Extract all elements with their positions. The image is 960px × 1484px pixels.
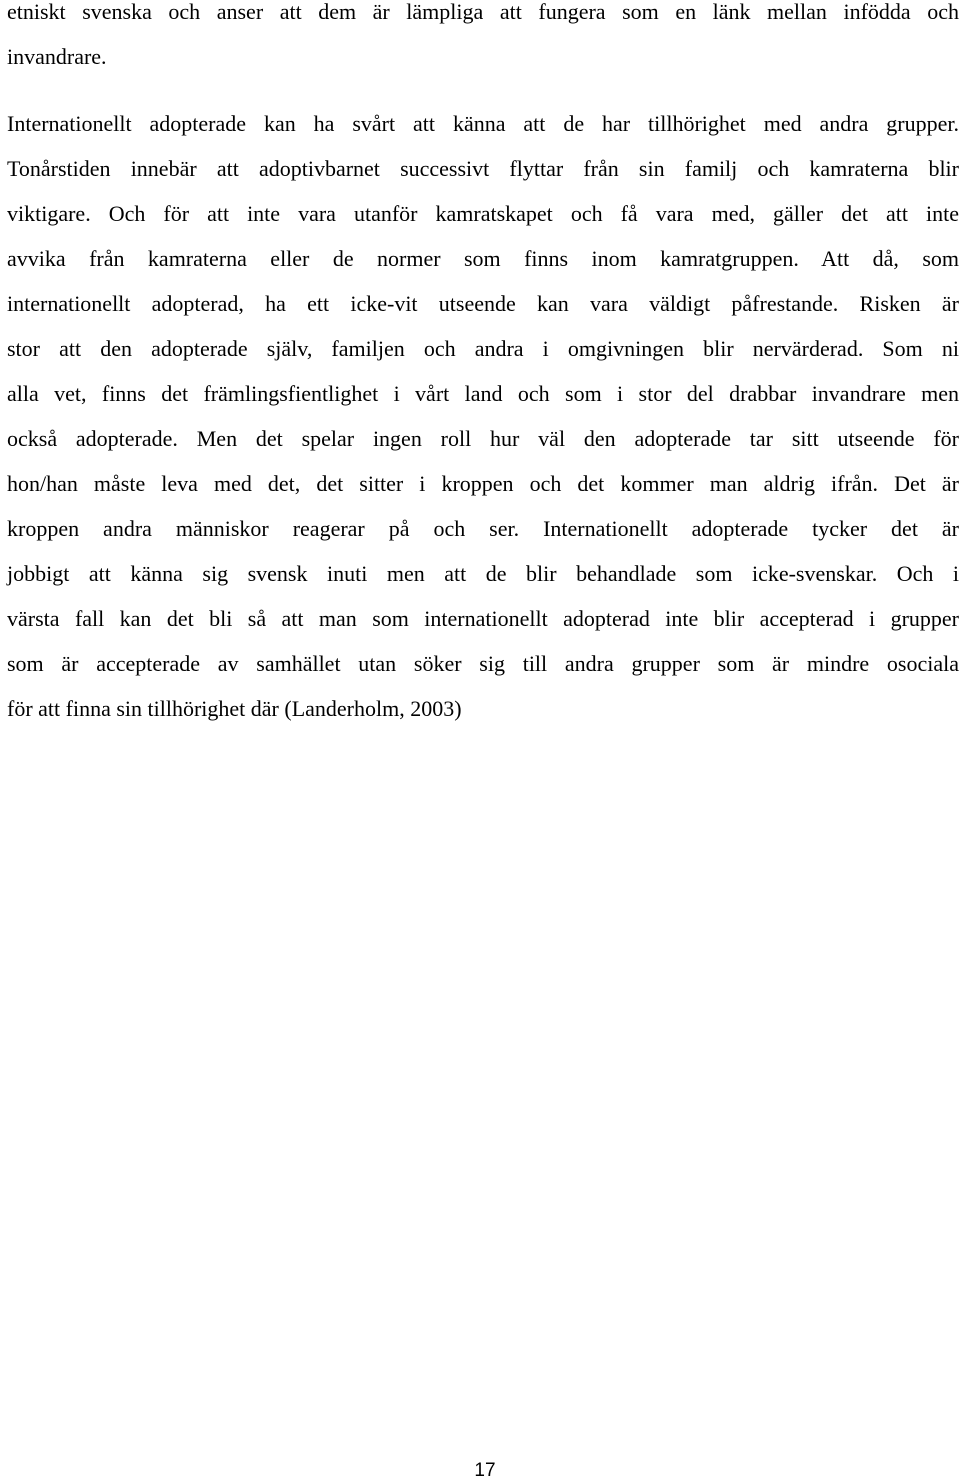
paragraph-line: etniskt svenska och anser att dem är lämpliga att fungera som en länk mellan infödda och <box>7 0 959 24</box>
paragraph-line: avvika från kamraterna eller de normer som finns inom kamratgruppen. Att då, som <box>7 246 959 271</box>
paragraph-line: viktigare. Och för att inte vara utanför kamratskapet och få vara med, gäller det att inte <box>7 201 959 226</box>
page-number: 17 <box>474 1460 496 1481</box>
paragraph-line: hon/han måste leva med det, det sitter i kroppen och det kommer man aldrig ifrån. Det är <box>7 471 959 496</box>
paragraph-line: värsta fall kan det bli så att man som internationellt adopterad inte blir accepterad i grupper <box>7 606 959 631</box>
paragraph-line: jobbigt att känna sig svensk inuti men att de blir behandlade som icke-svenskar. Och i <box>7 561 959 586</box>
paragraph-continuation <box>7 0 959 79</box>
paragraph-line: Internationellt adopterade kan ha svårt att känna att de har tillhörighet med andra grupper. <box>7 111 959 136</box>
paragraph-line: Tonårstiden innebär att adoptivbarnet successivt flyttar från sin familj och kamraterna blir <box>7 156 959 181</box>
paragraph-line: stor att den adopterade själv, familjen och andra i omgivningen blir nervärderad. Som ni <box>7 336 959 361</box>
paragraph-line: för att finna sin tillhörighet där (Landerholm, 2003) <box>7 696 462 721</box>
paragraph-line: också adopterade. Men det spelar ingen roll hur väl den adopterade tar sitt utseende för <box>7 426 959 451</box>
paragraph-line: internationellt adopterad, ha ett icke-vit utseende kan vara väldigt påfrestande. Risken är <box>7 291 959 316</box>
paragraph-line: som är accepterade av samhället utan söker sig till andra grupper som är mindre osociala <box>7 651 959 676</box>
paragraph-line: invandrare. <box>7 44 107 69</box>
paragraph-line: alla vet, finns det främlingsfientlighet i vårt land och som i stor del drabbar invandrare men <box>7 381 959 406</box>
paragraph-body <box>7 101 959 731</box>
paragraph-line: kroppen andra människor reagerar på och ser. Internationellt adopterade tycker det är <box>7 516 959 541</box>
